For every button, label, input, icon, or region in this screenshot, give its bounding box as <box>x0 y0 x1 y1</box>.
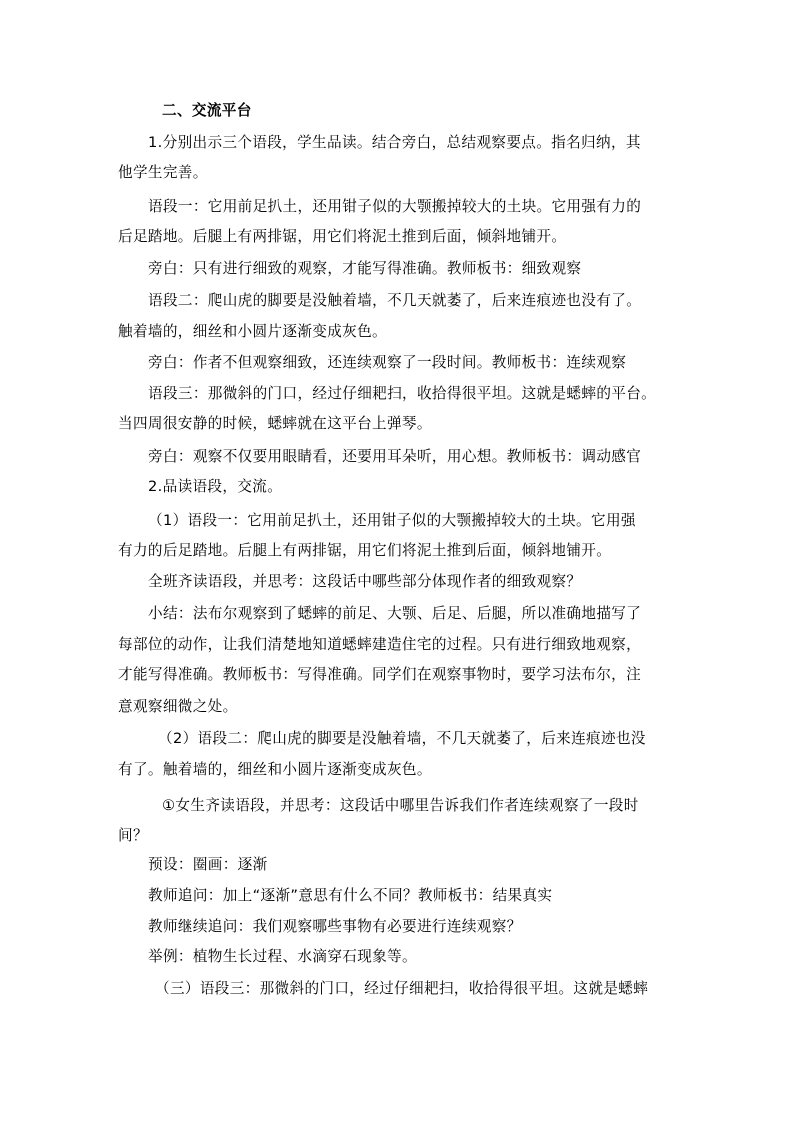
paragraph-line: 后足踏地。后腿上有两排锯，用它们将泥土推到后面，倾斜地铺开。 <box>118 228 567 245</box>
paragraph-line: （三）语段三：那微斜的门口，经过仔细耙扫，收拾得很平坦。这就是蟋蟀 <box>155 980 649 997</box>
paragraph-line: 2.品读语段，交流。 <box>148 478 283 495</box>
paragraph-line: （1）语段一：它用前足扒土，还用钳子似的大颚搬掉较大的土块。它用强 <box>148 512 636 529</box>
paragraph-line: （2）语段二：爬山虎的脚要是没触着墙，不几天就萎了，后来连痕迹也没 <box>158 730 646 747</box>
paragraph-line: 小结：法布尔观察到了蟋蟀的前足、大颚、后足、后腿，所以准确地描写了 <box>148 605 642 622</box>
paragraph-line: 教师继续追问：我们观察哪些事物有必要进行连续观察？ <box>148 918 522 935</box>
paragraph-line: 他学生完善。 <box>118 164 208 181</box>
paragraph-line: ①女生齐读语段，并思考：这段话中哪里告诉我们作者连续观察了一段时 <box>162 797 639 814</box>
paragraph-line: 有了。触着墙的，细丝和小圆片逐渐变成灰色。 <box>118 761 432 778</box>
paragraph-line: 预设：圈画：逐渐 <box>148 856 268 873</box>
paragraph-line: 才能写得准确。教师板书：写得准确。同学们在观察事物时，要学习法布尔，注 <box>118 666 642 683</box>
paragraph-line: 举例：植物生长过程、水滴穿石现象等。 <box>148 948 417 965</box>
paragraph-line: 间？ <box>118 827 148 844</box>
paragraph-line: 旁白：作者不但观察细致，还连续观察了一段时间。教师板书：连续观察 <box>148 354 627 371</box>
paragraph-line: 有力的后足踏地。后腿上有两排锯，用它们将泥土推到后面，倾斜地铺开。 <box>118 542 612 559</box>
section-heading: 二、交流平台 <box>162 102 252 119</box>
paragraph-line: 旁白：只有进行细致的观察，才能写得准确。教师板书：细致观察 <box>148 260 582 277</box>
paragraph-line: 全班齐读语段，并思考：这段话中哪些部分体现作者的细致观察？ <box>148 573 582 590</box>
paragraph-line: 当四周很安静的时候，蟋蟀就在这平台上弹琴。 <box>118 415 432 432</box>
paragraph-line: 旁白：观察不仅要用眼睛看，还要用耳朵听，用心想。教师板书：调动感官 <box>148 448 642 465</box>
paragraph-line: 意观察细微之处。 <box>118 698 238 715</box>
paragraph-line: 语段一：它用前足扒土，还用钳子似的大颚搬掉较大的土块。它用强有力的 <box>148 198 642 215</box>
paragraph-line: 1.分别出示三个语段，学生品读。结合旁白，总结观察要点。指名归纳，其 <box>148 134 641 151</box>
paragraph-line: 每部位的动作，让我们清楚地知道蟋蟀建造住宅的过程。只有进行细致地观察， <box>118 636 642 653</box>
paragraph-line: 语段三：那微斜的门口，经过仔细耙扫，收拾得很平坦。这就是蟋蟀的平台。 <box>148 385 657 402</box>
paragraph-line: 教师追问：加上“逐渐”意思有什么不同？教师板书：结果真实 <box>148 887 553 904</box>
paragraph-line: 语段二：爬山虎的脚要是没触着墙，不几天就萎了，后来连痕迹也没有了。 <box>148 292 642 309</box>
paragraph-line: 触着墙的，细丝和小圆片逐渐变成灰色。 <box>118 323 387 340</box>
